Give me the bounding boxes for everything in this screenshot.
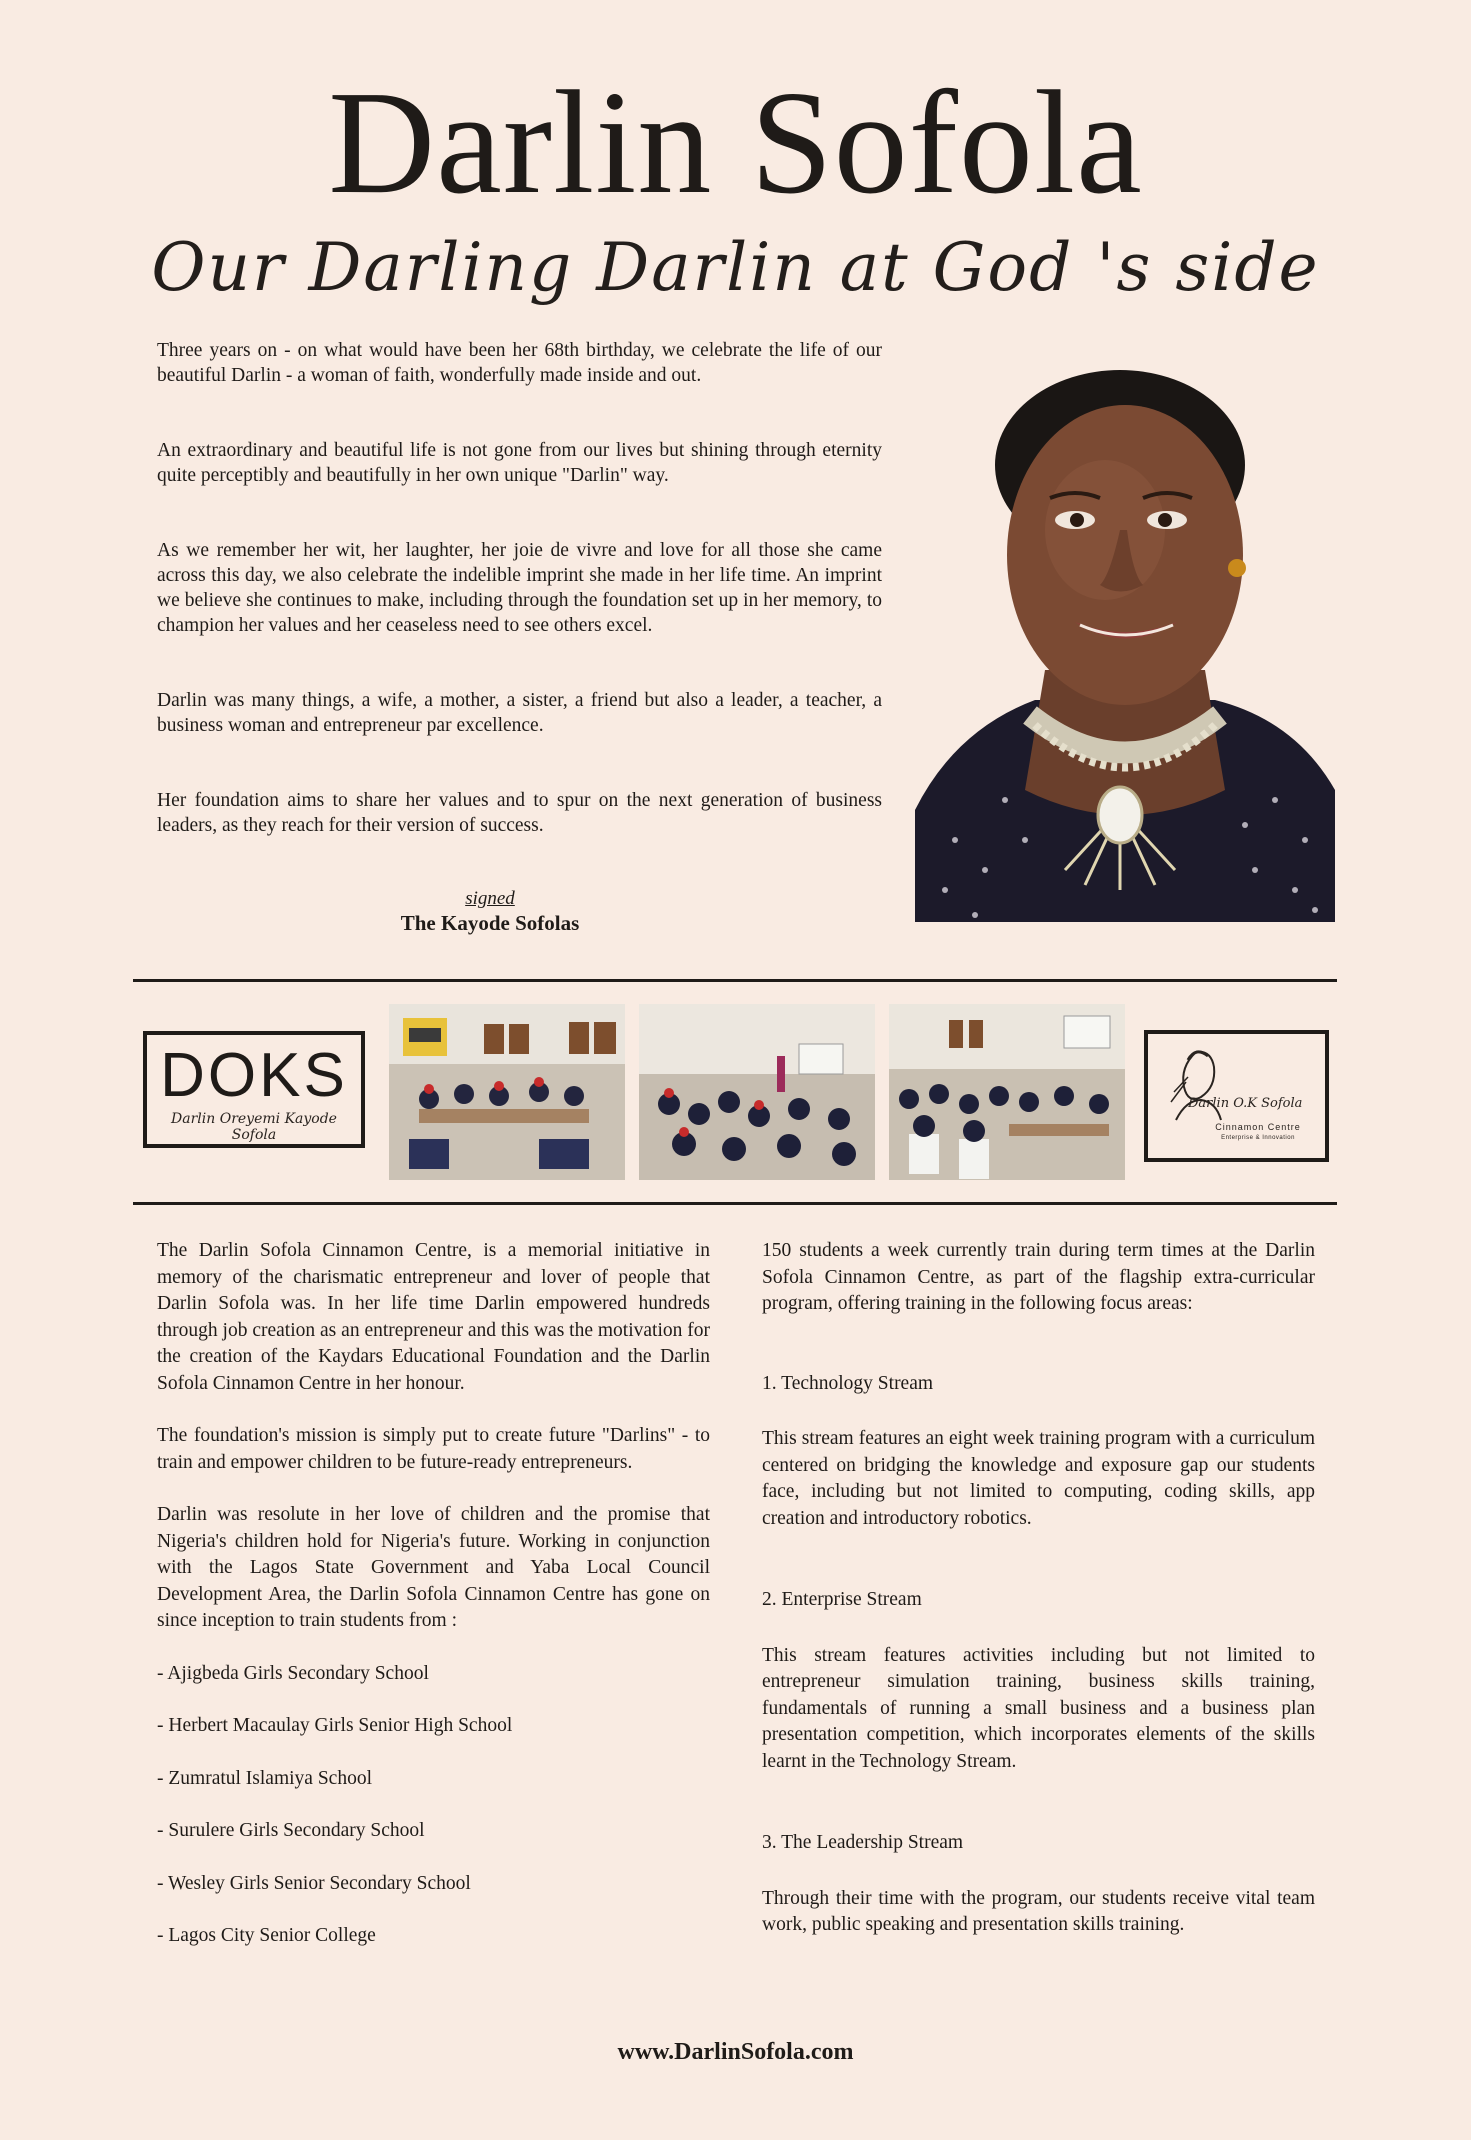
school-list-item: - Herbert Macaulay Girls Senior High School: [157, 1715, 513, 1736]
intro-section: [157, 338, 882, 838]
signed-label: signed: [465, 888, 515, 909]
cinnamon-logo-tagline: Enterprise & Innovation: [1221, 1135, 1295, 1141]
intro-paragraph: Darlin was many things, a wife, a mother, a sister, a friend but also a leader, a teacher, a business woman and entrepreneur par excellence.: [157, 690, 882, 736]
portrait-photo: [915, 370, 1335, 922]
intro-paragraph: An extraordinary and beautiful life is not gone from our lives but shining through eternity quite perceptibly and beautifully in her own unique "Darlin" way.: [157, 440, 882, 486]
stream-text: This stream features activities including but not limited to entrepreneur simulation training, business skills training, fundamentals of running a small business and a business plan presentation competition, which incorporates elements of the skills learnt in the Technology Stream.: [762, 1644, 1315, 1772]
divider-bottom: [133, 1202, 1337, 1205]
page-subtitle: Our Darling Darlin at God 's side: [151, 229, 1320, 306]
intro-paragraph: As we remember her wit, her laughter, her joie de vivre and love for all those she came across this day, we also celebrate the indelible imprint she made in her life time. An imprint we believe she continues to make, including through the foundation set up in her memory, to champion her values and her ceaseless need to see others excel.: [157, 540, 882, 636]
stream-heading: 3. The Leadership Stream: [762, 1832, 964, 1853]
stream-heading: 1. Technology Stream: [762, 1372, 934, 1394]
doks-logo-text: DOKS: [160, 1041, 348, 1110]
classroom-photo-3: [889, 1004, 1125, 1180]
left-paragraph: Darlin was resolute in her love of children and the promise that Nigeria's children hold for Nigeria's future. Working in conjunction with the Lagos State Government and Yaba Local Council Development Area, the Darlin Sofola Cinnamon Centre has gone on since inception to train students from :: [157, 1504, 710, 1631]
cinnamon-logo-title: Cinnamon Centre: [1215, 1122, 1301, 1132]
page-title: Darlin Sofola: [328, 61, 1143, 225]
classroom-photo-1: [389, 1004, 625, 1180]
signed-names: The Kayode Sofolas: [400, 911, 580, 935]
doks-logo: [143, 1031, 365, 1148]
school-list-item: - Zumratul Islamiya School: [157, 1767, 372, 1789]
cinnamon-centre-logo: [1144, 1030, 1329, 1162]
left-paragraph: The foundation's mission is simply put to create future "Darlins" - to train and empower children to be future-ready entrepreneurs.: [157, 1425, 710, 1473]
school-list-item: - Wesley Girls Senior Secondary School: [157, 1872, 471, 1894]
signature-block: [330, 888, 650, 936]
divider-top: [133, 979, 1337, 982]
doks-logo-script: Darlin Oreyemi Kayode Sofola: [171, 1111, 337, 1143]
left-column: [157, 1238, 710, 1950]
stream-heading: 2. Enterprise Stream: [762, 1589, 922, 1610]
intro-paragraph: Her foundation aims to share her values and to spur on the next generation of business leaders, as they reach for their version of success.: [157, 790, 882, 836]
right-intro: 150 students a week currently train during term times at the Darlin Sofola Cinnamon Centre, as part of the flagship extra-curricular program, offering training in the following focus areas:: [762, 1240, 1315, 1314]
school-list-item: - Ajigbeda Girls Secondary School: [157, 1662, 429, 1684]
cinnamon-logo-script: Darlin O.K Sofola: [1188, 1096, 1303, 1111]
stream-text: Through their time with the program, our students receive vital team work, public speaking and presentation skills training.: [762, 1887, 1315, 1935]
left-paragraph: The Darlin Sofola Cinnamon Centre, is a memorial initiative in memory of the charismatic entrepreneur and lover of people that Darlin Sofola was. In her life time Darlin empowered hundreds through job creation as an entrepreneur and this was the motivation for the creation of the Kaydars Educational Foundation and the Darlin Sofola Cinnamon Centre in her honour.: [157, 1240, 710, 1394]
school-list-item: - Surulere Girls Secondary School: [157, 1820, 425, 1841]
classroom-photo-2: [639, 1004, 875, 1180]
stream-text: This stream features an eight week training program with a curriculum centered on bridging the knowledge and exposure gap our students face, including but not limited to computing, coding skills, app creation and introductory robotics.: [762, 1428, 1315, 1529]
school-list-item: - Lagos City Senior College: [157, 1925, 376, 1946]
right-column: [762, 1238, 1315, 1939]
website-link[interactable]: www.DarlinSofola.com: [617, 2039, 854, 2065]
intro-paragraph: Three years on - on what would have been her 68th birthday, we celebrate the life of our beautiful Darlin - a woman of faith, wonderfully made inside and out.: [157, 340, 882, 386]
